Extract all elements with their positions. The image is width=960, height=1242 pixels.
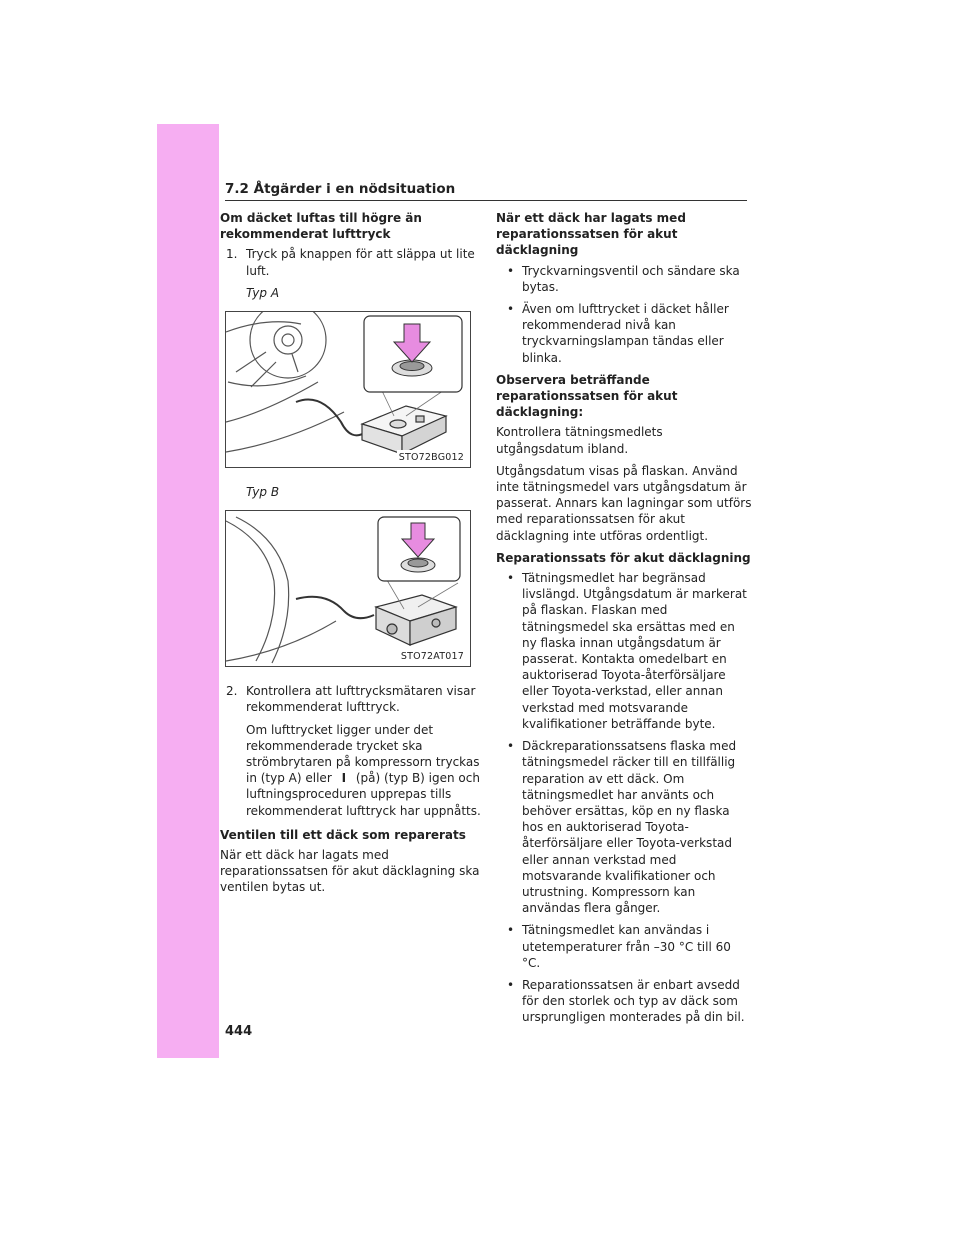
list-item: • Däckreparationssatsens flaska med tätningsmedel räcker till en tillfällig reparation av ett däck. Om tätningsmedlet har använts och behöver ersättas, köp en ny flaska hos en auktoriserad Toyota-återförsäljare eller Toyota-verkstad eller annan verkstad med motsvarande kvalifikationer och utrustning. Kompressorn kan användas flera gånger. [496,738,752,916]
left-column [220,208,482,902]
heading-repair-kit: Reparationssats för akut däcklagning [496,550,751,565]
step-2-detail [220,722,482,819]
right-column [496,208,752,1032]
step-1-text: Tryck på knappen för att släppa ut lite luft. [246,247,475,278]
step-2-detail-b: (på) (typ B) igen och luftningsproceduren upprepas tills rekommenderat lufttryck har uppnåtts. [246,771,481,818]
step-1-number: 1. [226,247,238,262]
figure-type-a [225,311,471,468]
caption-type-b: Typ B [246,485,280,500]
list-item: • Tätningsmedlet har begränsad livslängd. Utgångsdatum är markerat på flaskan. Flaskan med tätningsmedel ska ersättas med en ny flaska innan utgångsdatum är passerat. Kontakta omedelbart en auktoriserad Toyota-återförsäljare eller Toyota-verkstad, eller annan verkstad med motsvarande kvalifikationer beträffande byte. [496,570,752,732]
step-2-number: 2. [226,684,238,699]
step-2 [220,683,482,715]
heading-overinflated: Om däcket luftas till högre än rekommenderat lufttryck [220,211,422,242]
step-1 [220,246,482,278]
chapter-sidebar-tab [157,124,219,1058]
step-2-text: Kontrollera att lufttrycksmätaren visar rekommenderat lufttryck. [246,684,476,715]
heading-valve: Ventilen till ett däck som reparerats [220,827,466,842]
heading-after-repair: När ett däck har lagats med reparationssatsen för akut däcklagning [496,211,686,258]
list-item: • Även om lufttrycket i däcket håller rekommenderad nivå kan tryckvarningslampan tändas eller blinka. [496,301,752,366]
page-number: 444 [225,1024,253,1039]
paragraph-expiry: Utgångsdatum visas på flaskan. Använd inte tätningsmedel vars utgångsdatum är passerat. Annars kan lagningar som utförs med reparationssatsen för akut däcklagning inte utföras ordentligt. [496,463,752,543]
list-item: • Tryckvarningsventil och sändare ska bytas. [496,263,752,295]
illustration-compressor-type-b [226,511,470,666]
list-item: • Reparationssatsen är enbart avsedd för den storlek och typ av däck som ursprungligen monterades på din bil. [496,977,752,1026]
figure-code-b: STO72AT017 [399,649,466,665]
section-title: 7.2 Åtgärder i en nödsituation [225,181,456,197]
caption-type-a: Typ A [246,285,280,300]
list-item: • Tätningsmedlet kan användas i utetemperaturer från –30 °C till 60 °C. [496,922,752,971]
figure-code-a: STO72BG012 [397,450,466,466]
paragraph-valve: När ett däck har lagats med reparationssatsen för akut däcklagning ska ventilen bytas ut. [220,848,480,895]
step-2-detail-a: Om lufttrycket ligger under det rekommenderade trycket ska strömbrytaren på kompressorn tryckas in (typ A) eller [246,722,480,786]
illustration-compressor-type-a [226,312,470,467]
figure-type-b [225,510,471,667]
power-on-symbol: I [341,771,347,786]
heading-note: Observera beträffande reparationssatsen för akut däcklagning: [496,372,678,420]
section-header [225,178,747,201]
paragraph-check-date: Kontrollera tätningsmedlets utgångsdatum ibland. [496,425,663,456]
